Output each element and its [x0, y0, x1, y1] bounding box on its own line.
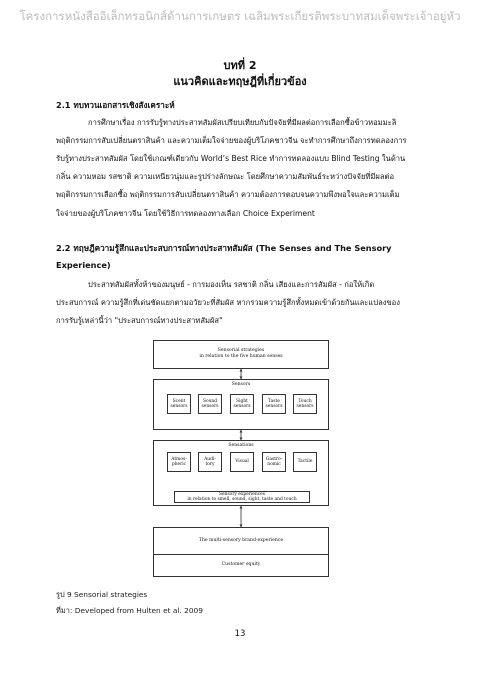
sight-sensors: Sight sensors [230, 394, 254, 414]
sensory-experiences-title: Sensory experiences [218, 491, 266, 497]
page-header: โครงการหนังสืออิเล็กทรอนิกส์ด้านการเกษตร เฉลิมพระเกียรติพระบาทสมเด็จพระเจ้าอยู่หัว [19, 9, 461, 23]
paragraph-line: การศึกษาเรื่อง การรับรู้ทางประสาทสัมผัสเปรียบเทียบกับปัจจัยที่มีผลต่อการเลือกซื้อข้าวหอมมะลิ [88, 118, 397, 127]
section-2-1-heading: 2.1 ทบทวนเอกสารเชิงสังเคราะห์ [56, 100, 175, 110]
sensorial-strategies-box [153, 340, 329, 369]
sensors-label: Sensors [231, 382, 251, 387]
divider [153, 554, 329, 555]
multi-sensory-brand-experience: The multi-sensory brand-experience [198, 538, 284, 543]
section-2-2-heading: 2.2 ทฤษฎีความรู้สึกและประสบการณ์ทางประสาทสัมผัส (The Senses and The Sensory [56, 243, 392, 253]
paragraph-line: พฤติกรรมการสับเปลี่ยนตราสินค้า และความเต็มใจจ่ายของผู้บริโภคชาวจีน จะทำการศึกษาถึงการทดลองการ [56, 136, 407, 145]
atmospheric-sensation: Atmos- pheric [167, 452, 191, 472]
paragraph-line: พฤติกรรมการเลือกซื้อ พฤติกรรมการสับเปลี่ยนตราสินค้า ความต้องการตอบจนความพึงพอใจและความเต็ม [56, 190, 400, 199]
auditory-sensation: Audi- tory [198, 452, 222, 472]
taste-sensors: Taste sensors [262, 394, 286, 414]
visual-sensation: Visual [230, 452, 254, 472]
paragraph-line: การรับรู้เหล่านี้ว่า "ประสบการณ์ทางประสาทสัมผัส" [56, 316, 223, 325]
brand-experience-box [153, 527, 329, 577]
scent-sensors: Scent sensors [167, 394, 191, 414]
sensorial-strategies-diagram [147, 340, 335, 577]
sound-sensors: Sound sensors [198, 394, 222, 414]
figure-caption: รูป 9 Sensorial strategies [56, 590, 148, 599]
sensorial-strategies-title: Sensorial strategies [217, 348, 265, 353]
sensory-experiences-sub: in relation to smell, sound, sight, taste and touch [187, 497, 297, 502]
sensations-box [153, 440, 329, 506]
sensations-label: Sensations [228, 443, 254, 448]
section-2-2-heading-cont: Experience) [56, 260, 111, 270]
paragraph-line: ประสบการณ์ ความรู้สึกที่เด่นชัดแยกตามอวัยวะที่สัมผัส หากรวมความรู้สึกทั้งหมดเข้าด้วยกันและแปลงของ [56, 298, 400, 307]
paragraph-line: รับรู้ทางประสาทสัมผัส โดยใช้เกณฑ์เดียวกับ World’s Best Rice ทำการทดลองแบบ Blind Testing ในด้าน [56, 154, 406, 163]
customer-equity: Customer equity [221, 562, 261, 567]
paragraph-line: ประสาทสัมผัสทั้งห้าของมนุษย์ - การมองเห็น รสชาติ กลิ่น เสียงและการสัมผัส - ก่อให้เกิด [88, 280, 375, 289]
tactile-sensation: Tactile [293, 452, 317, 472]
page-number: 13 [234, 629, 246, 639]
gastronomic-sensation: Gastro- nomic [262, 452, 286, 472]
chapter-number: บทที่ 2 [223, 59, 257, 72]
touch-sensors: Touch sensors [293, 394, 317, 414]
chapter-title: แนวคิดและทฤษฎีที่เกี่ยวข้อง [173, 75, 307, 88]
sensors-box [153, 379, 329, 430]
figure-source: ที่มา: Developed from Hulten et al. 2009 [56, 606, 203, 615]
paragraph-line: ใจจ่ายของผู้บริโภคชาวจีน โดยใช้วิธีการทดลองทางเลือก Choice Experiment [56, 209, 315, 218]
sensory-experiences-box [174, 491, 310, 503]
paragraph-line: กลิ่น ความหอม รสชาติ ความเหนียวนุ่มและรูปร่างลักษณะ โดยศึกษาความสัมพันธ์ระหว่างปัจจัยที่มีผลต่อ [56, 172, 395, 181]
sensorial-strategies-sub: in relation to the five human senses [199, 354, 283, 359]
